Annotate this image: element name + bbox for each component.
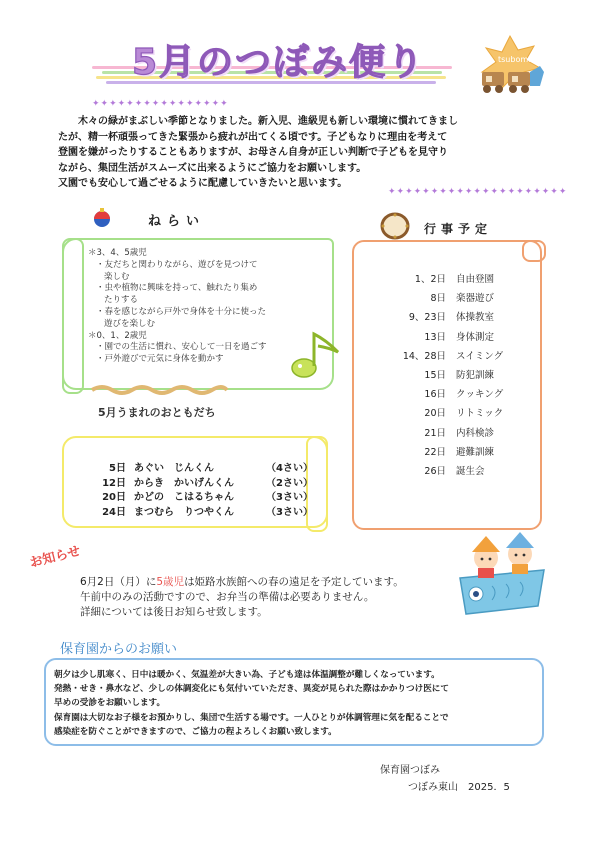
birthday-row: 12日 からき かいげんくん （2さい） (102, 477, 313, 489)
event-row: 13日 身体測定 (424, 331, 495, 343)
title-area (92, 22, 462, 94)
aims-list (88, 248, 318, 366)
birthday-row: 24日 まつむら りつやくん （3さい） (102, 506, 313, 518)
birthday-row: 20日 かどの こはるちゃん （3さい） (102, 492, 313, 503)
drum-icon (380, 212, 410, 240)
events-title: 行事予定 (424, 222, 493, 236)
request-line: 発熱・せき・鼻水など、少しの体調変化にも気付いていただき、異変が見られた際はかかりつけ医にて (54, 684, 449, 695)
ornament-icon (92, 206, 112, 228)
event-row: 1、2日 自由登園 (414, 274, 495, 285)
children-on-carp-streamer-illustration (452, 530, 552, 622)
ribbon-decoration (92, 384, 227, 396)
event-row: 21日 内科検診 (424, 427, 495, 439)
footer-line: つぼみ東山 2025．5 (408, 782, 510, 793)
aims-item: ・園での生活に慣れ、安心して一日を過ごす (96, 342, 267, 353)
tsubomi-train-logo (470, 32, 550, 102)
logo-text: tsubomi (498, 55, 531, 64)
aims-item: ・戸外遊びで元気に身体を動かす (96, 354, 224, 365)
aims-group-heading: ＊3、4、5歳児 (88, 248, 147, 258)
notice-line: 午前中のみの活動ですので、お弁当の準備は必要ありません。 (80, 591, 375, 603)
request-title: 保育園からのお願い (60, 642, 178, 657)
event-row: 26日 誕生会 (424, 466, 485, 478)
page-title: 5月のつぼみ便り (132, 42, 426, 83)
request-line: 早めの受診をお願いします。 (54, 698, 166, 709)
birthday-list (92, 462, 326, 520)
event-row: 16日 クッキング (424, 389, 504, 401)
aims-item-cont: 遊びを楽しむ (104, 318, 156, 329)
sparkle-line-right: ✦✦✦✦✦✦✦✦✦✦✦✦✦✦✦✦✦✦✦✦✦ (388, 187, 568, 197)
events-list (392, 270, 503, 481)
intro-line: 又園でも安心して過ごせるように配慮していきたいと思います。 (58, 178, 348, 189)
event-row: 22日 避難訓練 (424, 446, 495, 458)
event-row: 15日 防犯訓練 (424, 370, 495, 382)
aims-item: ・虫や植物に興味を持って、触れたり集め (96, 283, 258, 294)
footer-line: 保育園つぼみ (380, 765, 440, 776)
request-text (54, 668, 540, 739)
event-row: 14、28日 スイミング (402, 350, 504, 362)
notice-label: お知らせ (28, 543, 83, 571)
notice-highlight: 5歳児 (156, 576, 185, 588)
request-line: 感染症を防ぐことができますので、ご協力の程よろしくお願い致します。 (54, 726, 337, 737)
intro-line: 木々の緑がまぶしい季節となりました。新入児、進級児も新しい環境に慣れてきまし (78, 116, 458, 127)
aims-item-cont: 楽しむ (104, 271, 130, 282)
intro-paragraph (58, 114, 538, 192)
aims-item: ・友だちと関わりながら、遊びを見つけて (96, 259, 258, 270)
notice-line: 6月2日（月）に5歳児は姫路水族館への春の遠足を予定しています。 (80, 576, 404, 588)
footer-signature (380, 762, 510, 796)
aims-group-heading: ＊0、1、2歳児 (88, 330, 147, 341)
birthday-row: 5日 あぐい じんくん （4さい） (109, 463, 313, 474)
intro-line: ながら、集団生活がスムーズに出来るようにご協力をお願いします。 (58, 162, 367, 174)
event-row: 9、23日 体操教室 (408, 312, 495, 324)
event-row: 20日 リトミック (424, 408, 504, 420)
aims-item: ・春を感じながら戸外で身体を十分に使った (96, 306, 267, 317)
sparkle-line-top: ✦✦✦✦✦✦✦✦✦✦✦✦✦✦✦✦ (92, 99, 229, 109)
birthday-title: 5月うまれのおともだち (98, 406, 216, 419)
event-row: 8日 楽器遊び (430, 293, 495, 305)
aims-title: ねらい (148, 214, 206, 229)
notice-line: 詳細については後日お知らせ致します。 (80, 606, 268, 618)
request-line: 朝夕は少し肌寒く、日中は暖かく、気温差が大きい為、子ども達は体温調整が難しくなっています。 (54, 670, 440, 680)
request-line: 保育園は大切なお子様をお預かりし、集団で生活する場です。一人ひとりが体調管理に気を配ることで (54, 712, 449, 723)
music-note-icon (290, 330, 345, 380)
intro-line: たが、精一杯頑張ってきた緊張から疲れが出てくる頃です。子どもなりに理由を考えて (58, 131, 448, 143)
aims-item-cont: たりする (104, 295, 139, 306)
notice-body (80, 575, 404, 620)
intro-line: 登園を嫌がったりすることもありますが、お母さん自身が正しい判断で子どもを見守り (58, 147, 448, 158)
